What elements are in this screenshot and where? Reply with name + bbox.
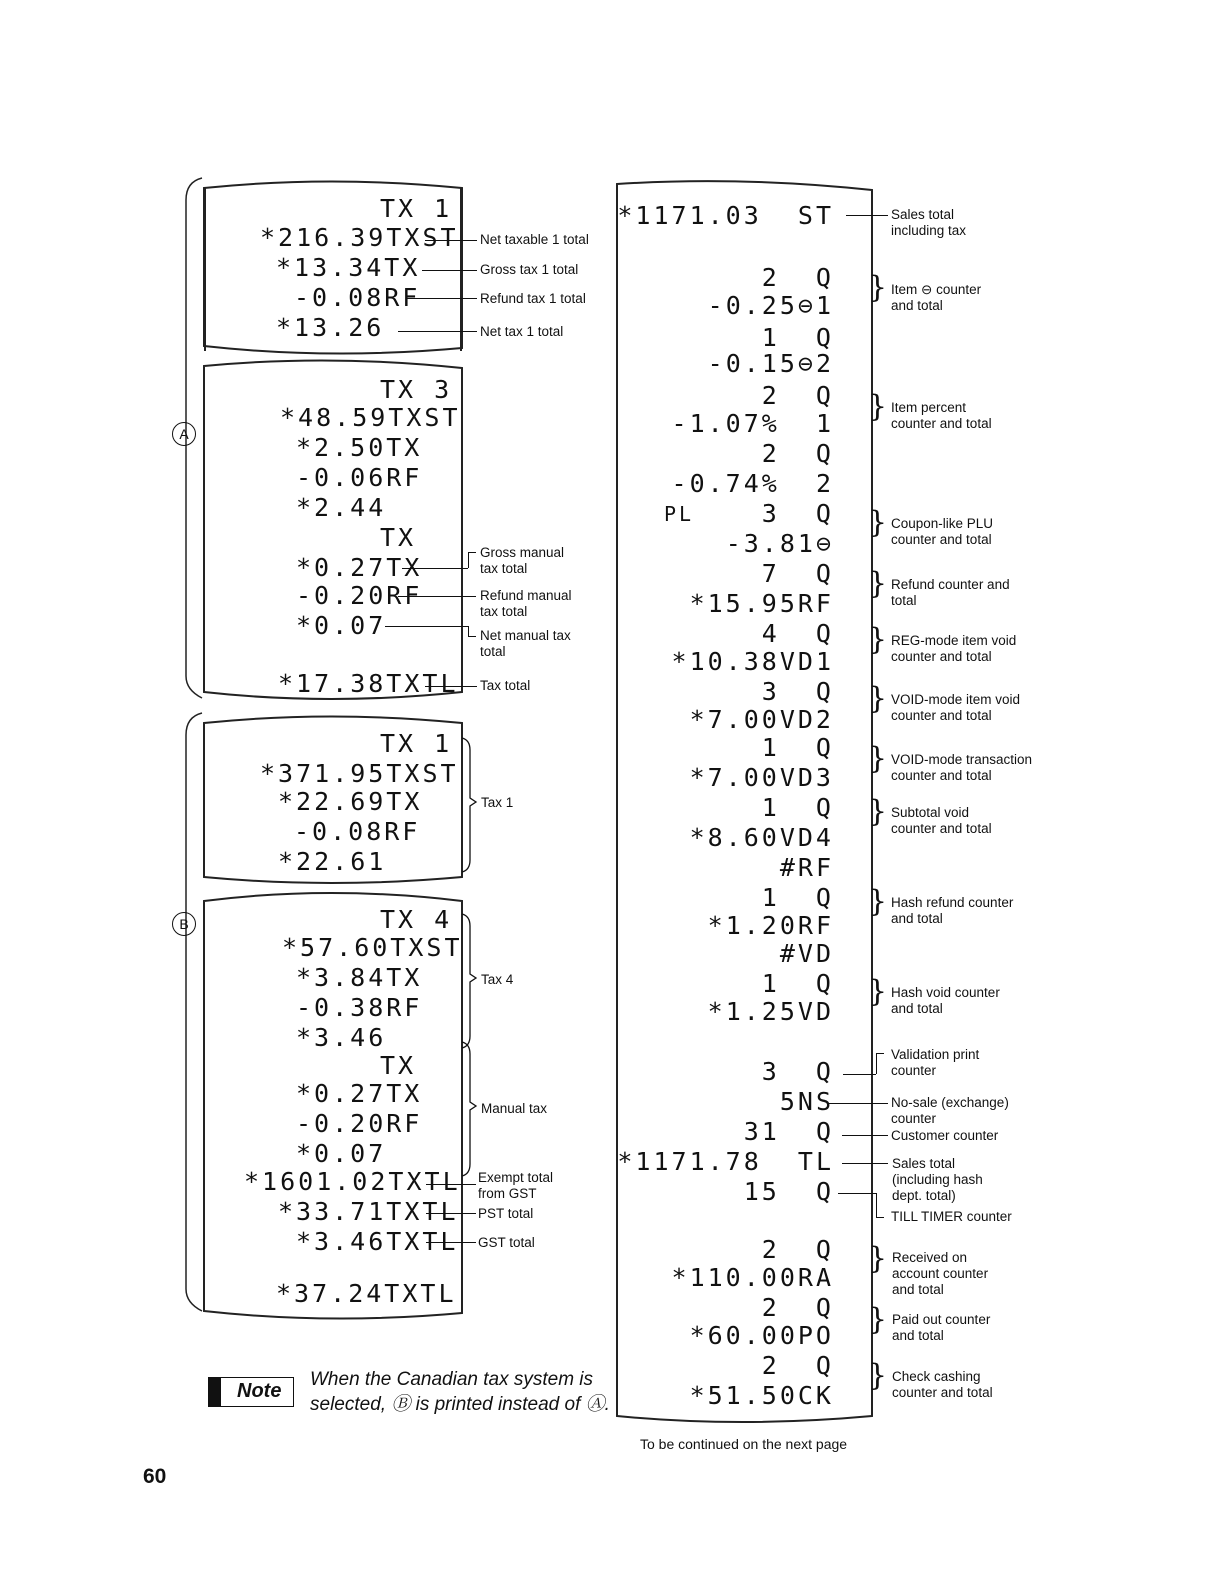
- note-badge: [208, 1377, 294, 1407]
- b-label-gst: GST total: [478, 1235, 535, 1250]
- a-label-net-taxable: Net taxable 1 total: [480, 232, 589, 247]
- note-text-1: When the Canadian tax system is: [310, 1369, 594, 1390]
- right-receipt-line: 2 Q: [761, 1293, 834, 1322]
- b-label-exempt: Exempt total from GST: [478, 1170, 554, 1201]
- b-label-tax1: Tax 1: [481, 795, 514, 810]
- a-tx1-line-1: *216.39TXST: [260, 223, 459, 252]
- a-tx1-header: TX 1: [380, 194, 453, 223]
- b-tax1-bracket: [460, 736, 480, 876]
- a-label-net-manual: Net manual tax total: [480, 628, 571, 659]
- right-receipt-line: 31 Q: [743, 1117, 834, 1146]
- a-tx3-line-6: *0.27TX: [296, 553, 423, 582]
- a-tx3-line-3: -0.06RF: [296, 463, 423, 492]
- right-receipt-line: -1.07% 1: [671, 409, 834, 438]
- right-receipt-line: 1 Q: [761, 793, 834, 822]
- right-receipt-line: *1.20RF: [707, 911, 834, 940]
- r-label-sales-total2: Sales total (including hash dept. total): [892, 1156, 983, 1203]
- b-tx4-line-3: -0.38RF: [296, 993, 423, 1022]
- b-tx1-line-4: *22.61: [278, 847, 387, 876]
- right-receipt-line: *110.00RA: [671, 1263, 834, 1292]
- r-label-item-percent: Item percent counter and total: [891, 400, 992, 431]
- a-tx3-header: TX 3: [380, 375, 453, 404]
- a-label-tax-total: Tax total: [480, 678, 531, 693]
- right-receipt-line: *1.25VD: [707, 997, 834, 1026]
- b-total-line-1: *1601.02TXTL: [244, 1167, 461, 1196]
- right-receipt-line: *1171.78 TL: [617, 1147, 834, 1176]
- page-number: 60: [143, 1465, 167, 1488]
- pl-mark: PL: [664, 502, 695, 526]
- r-label-hash-void: Hash void counter and total: [891, 985, 1000, 1016]
- right-receipt-line: -0.25⊖1: [707, 291, 834, 320]
- b-tx4-line-1: *57.60TXST: [282, 933, 463, 962]
- b-tx4-line-4: *3.46: [296, 1023, 387, 1052]
- b-total-line-4: *37.24TXTL: [276, 1279, 457, 1308]
- right-receipt-line: 2 Q: [761, 439, 834, 468]
- b-tx1-line-2: *22.69TX: [278, 787, 423, 816]
- a-tx3-line-7: -0.20RF: [296, 581, 423, 610]
- right-receipt-line: #RF: [779, 853, 834, 882]
- b-tx1-line-1: *371.95TXST: [260, 759, 459, 788]
- right-receipt-line: 2 Q: [761, 263, 834, 292]
- a-label-refund-tax: Refund tax 1 total: [480, 291, 586, 306]
- right-receipt-line: 2 Q: [761, 381, 834, 410]
- right-receipt-line: 3 Q: [761, 677, 834, 706]
- right-receipt-line: 1 Q: [761, 969, 834, 998]
- right-receipt-line: 1 Q: [761, 883, 834, 912]
- b-manual-line-1: TX: [380, 1051, 417, 1080]
- right-receipt-line: *8.60VD4: [689, 823, 834, 852]
- a-tx3-line-9: *17.38TXTL: [278, 669, 459, 698]
- r-label-reg-void: REG-mode item void counter and total: [891, 633, 1017, 664]
- a-label-gross-tax: Gross tax 1 total: [480, 262, 579, 277]
- b-manual-line-4: *0.07: [296, 1139, 387, 1168]
- right-receipt-line: 2 Q: [761, 1235, 834, 1264]
- r-label-hash-refund: Hash refund counter and total: [891, 895, 1014, 926]
- note-text-2: selected, Ⓑ is printed instead of Ⓐ.: [310, 1394, 610, 1415]
- r-label-void-trans: VOID-mode transaction counter and total: [891, 752, 1033, 783]
- right-receipt-line: *1171.03 ST: [617, 201, 834, 230]
- b-total-line-3: *3.46TXTL: [296, 1227, 459, 1256]
- right-receipt-line: *7.00VD2: [689, 705, 834, 734]
- r-label-item-minus: Item ⊖ counter and total: [891, 282, 982, 313]
- note-title: Note: [237, 1380, 282, 1402]
- b-tx4-line-2: *3.84TX: [296, 963, 423, 992]
- a-tx3-line-1: *48.59TXST: [280, 403, 461, 432]
- b-manual-line-3: -0.20RF: [296, 1109, 423, 1138]
- b-tx4-header: TX 4: [380, 905, 453, 934]
- right-receipt-line: 1 Q: [761, 733, 834, 762]
- b-label-manual: Manual tax: [481, 1101, 548, 1116]
- r-label-void-item: VOID-mode item void counter and total: [891, 692, 1021, 723]
- r-label-paid-out: Paid out counter and total: [892, 1312, 991, 1343]
- r-label-coupon: Coupon-like PLU counter and total: [891, 516, 994, 547]
- r-label-refund: Refund counter and total: [891, 577, 1010, 608]
- a-label-net-tax: Net tax 1 total: [480, 324, 564, 339]
- right-receipt-line: 1 Q: [761, 323, 834, 352]
- a-tx3-line-4: *2.44: [296, 493, 387, 522]
- a-tx3-line-2: *2.50TX: [296, 433, 423, 462]
- right-receipt-line: 3 Q: [761, 499, 834, 528]
- b-tx1-line-3: -0.08RF: [294, 817, 421, 846]
- right-receipt-line: 7 Q: [761, 559, 834, 588]
- a-tx1-line-3: -0.08RF: [294, 283, 421, 312]
- b-manual-bracket: [460, 1040, 480, 1180]
- right-receipt-line: *51.50CK: [689, 1381, 834, 1410]
- right-receipt-line: -0.74% 2: [671, 469, 834, 498]
- b-manual-line-2: *0.27TX: [296, 1079, 423, 1108]
- b-label-tax4: Tax 4: [481, 972, 514, 987]
- marker-b: B: [172, 912, 196, 936]
- r-label-customer: Customer counter: [891, 1128, 999, 1143]
- a-tx1-line-4: *13.26: [276, 313, 385, 342]
- b-tx1-header: TX 1: [380, 729, 453, 758]
- right-receipt-line: #VD: [779, 939, 834, 968]
- r-label-no-sale: No-sale (exchange) counter: [891, 1095, 1009, 1126]
- right-receipt-line: *10.38VD1: [671, 647, 834, 676]
- continued-note: To be continued on the next page: [640, 1436, 848, 1452]
- r-label-subtotal-void: Subtotal void counter and total: [891, 805, 992, 836]
- right-receipt-line: 3 Q: [761, 1057, 834, 1086]
- right-receipt-line: *7.00VD3: [689, 763, 834, 792]
- marker-a: A: [172, 422, 196, 446]
- right-receipt-line: 15 Q: [743, 1177, 834, 1206]
- r-label-sales-total: Sales total including tax: [891, 207, 967, 238]
- r-label-validation: Validation print counter: [891, 1047, 980, 1078]
- right-receipt-line: *60.00PO: [689, 1321, 834, 1350]
- r-label-received: Received on account counter and total: [892, 1250, 989, 1297]
- b-label-pst: PST total: [478, 1206, 534, 1221]
- a-tx3-line-5: TX: [380, 523, 417, 552]
- r-label-till-timer: TILL TIMER counter: [891, 1209, 1012, 1224]
- a-tx3-line-8: *0.07: [296, 611, 387, 640]
- right-receipt-line: -3.81⊖: [725, 529, 834, 558]
- a-tx1-line-2: *13.34TX: [276, 253, 421, 282]
- right-receipt-line: 4 Q: [761, 619, 834, 648]
- right-receipt-line: -0.15⊖2: [707, 349, 834, 378]
- right-receipt-line: *15.95RF: [689, 589, 834, 618]
- right-receipt-line: 5NS: [779, 1087, 834, 1116]
- b-tax4-bracket: [460, 912, 480, 1052]
- right-receipt-line: 2 Q: [761, 1351, 834, 1380]
- r-label-check-cashing: Check cashing counter and total: [892, 1369, 993, 1400]
- a-label-refund-manual: Refund manual tax total: [480, 588, 572, 619]
- b-total-line-2: *33.71TXTL: [278, 1197, 459, 1226]
- a-label-gross-manual: Gross manual tax total: [480, 545, 565, 576]
